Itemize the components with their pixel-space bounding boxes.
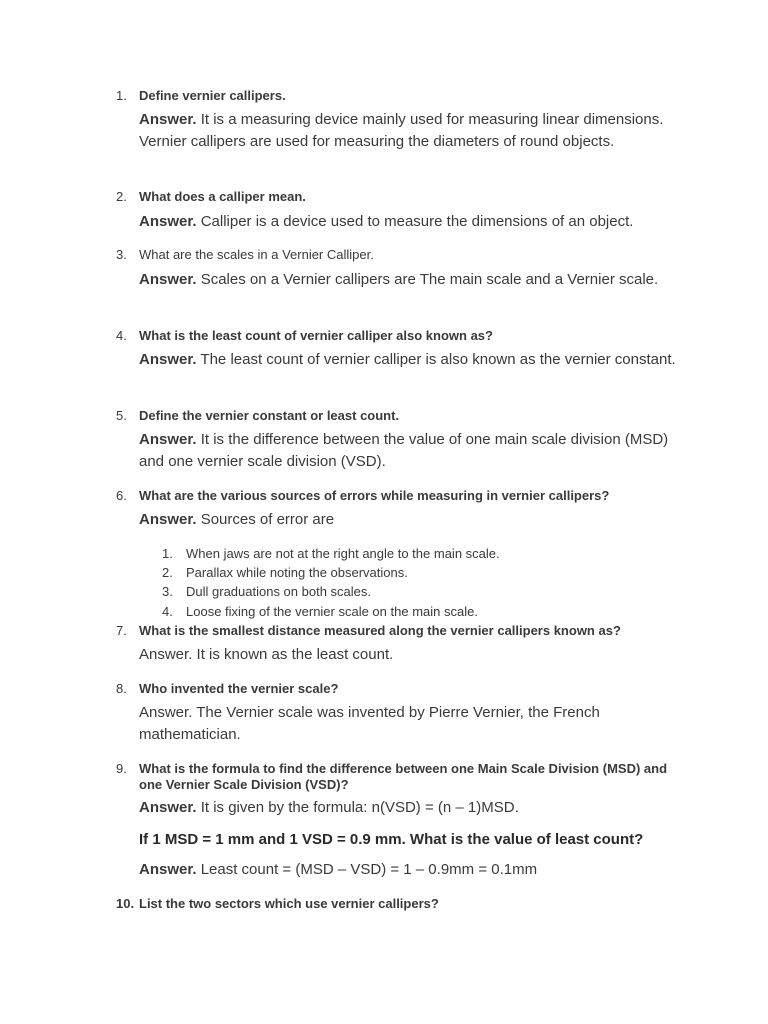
question-text: Define the vernier constant or least count. — [139, 408, 400, 423]
answer-body: It is a measuring device mainly used for measuring linear dimensions. Vernier callipers are used for measuring the diameters of round objects. — [139, 111, 664, 150]
answer-body: Scales on a Vernier callipers are The main scale and a Vernier scale. — [196, 271, 659, 288]
answer-label: Answer. — [139, 271, 197, 288]
list-item-text: Loose fixing of the vernier scale on the main scale. — [186, 604, 478, 619]
item-number: 10. — [116, 896, 135, 911]
answer-body: It is given by the formula: n(VSD) = (n – 1)MSD. — [196, 799, 519, 816]
answer-text — [139, 429, 679, 473]
question-text: What is the least count of vernier calliper also known as? — [139, 328, 493, 343]
answer-text: Answer. It is known as the least count. — [139, 646, 394, 663]
list-item-text: When jaws are not at the right angle to the main scale. — [186, 546, 500, 561]
answer-body: Calliper is a device used to measure the dimensions of an object. — [196, 213, 634, 230]
question-text: What are the various sources of errors while measuring in vernier callipers? — [139, 488, 610, 503]
question-text: What does a calliper mean. — [139, 189, 306, 204]
answer-text — [139, 797, 679, 819]
answer-text — [139, 269, 679, 291]
question-text: What is the smallest distance measured along the vernier callipers known as? — [139, 623, 621, 638]
question-text: Define vernier callipers. — [139, 88, 286, 103]
list-item-number: 1. — [162, 546, 173, 561]
sub-answer-text — [139, 859, 679, 881]
answer-label: Answer. — [139, 511, 197, 528]
answer-text — [139, 509, 679, 531]
list-item-text: Parallax while noting the observations. — [186, 565, 408, 580]
answer-label: Answer. — [139, 799, 197, 816]
question-text: What are the scales in a Vernier Calliper. — [139, 247, 374, 262]
answer-label: Answer. — [139, 431, 197, 448]
item-number: 8. — [116, 681, 127, 696]
question-text: Who invented the vernier scale? — [139, 681, 339, 696]
answer-text — [139, 349, 679, 371]
answer-label: Answer. — [139, 861, 197, 878]
item-number: 5. — [116, 408, 127, 423]
item-number: 4. — [116, 328, 127, 343]
answer-text: Answer. The Vernier scale was invented by Pierre Vernier, the French mathematician. — [139, 704, 600, 743]
answer-body: The least count of vernier calliper is also known as the vernier constant. — [196, 351, 676, 368]
answer-label: Answer. — [139, 111, 197, 128]
list-item-number: 4. — [162, 604, 173, 619]
answer-body: Least count = (MSD – VSD) = 1 – 0.9mm = 0.1mm — [196, 861, 538, 878]
item-number: 1. — [116, 88, 127, 103]
answer-body: Sources of error are — [196, 511, 335, 528]
answer-label: Answer. — [139, 351, 197, 368]
item-number: 9. — [116, 761, 127, 776]
question-text: What is the formula to find the difference between one Main Scale Division (MSD) and one Vernier Scale Division (VSD)? — [139, 761, 668, 792]
item-number: 3. — [116, 247, 127, 262]
answer-text — [139, 211, 679, 233]
question-text: List the two sectors which use vernier callipers? — [139, 896, 439, 911]
item-number: 2. — [116, 189, 127, 204]
answer-label: Answer. — [139, 213, 197, 230]
answer-body: It is the difference between the value of one main scale division (MSD) and one vernier scale division (VSD). — [139, 431, 669, 470]
list-item-number: 3. — [162, 584, 173, 599]
list-item-text: Dull graduations on both scales. — [186, 584, 372, 599]
sub-question-text: If 1 MSD = 1 mm and 1 VSD = 0.9 mm. What is the value of least count? — [139, 831, 644, 848]
list-item-number: 2. — [162, 565, 173, 580]
answer-text — [139, 109, 679, 153]
item-number: 6. — [116, 488, 127, 503]
item-number: 7. — [116, 623, 127, 638]
